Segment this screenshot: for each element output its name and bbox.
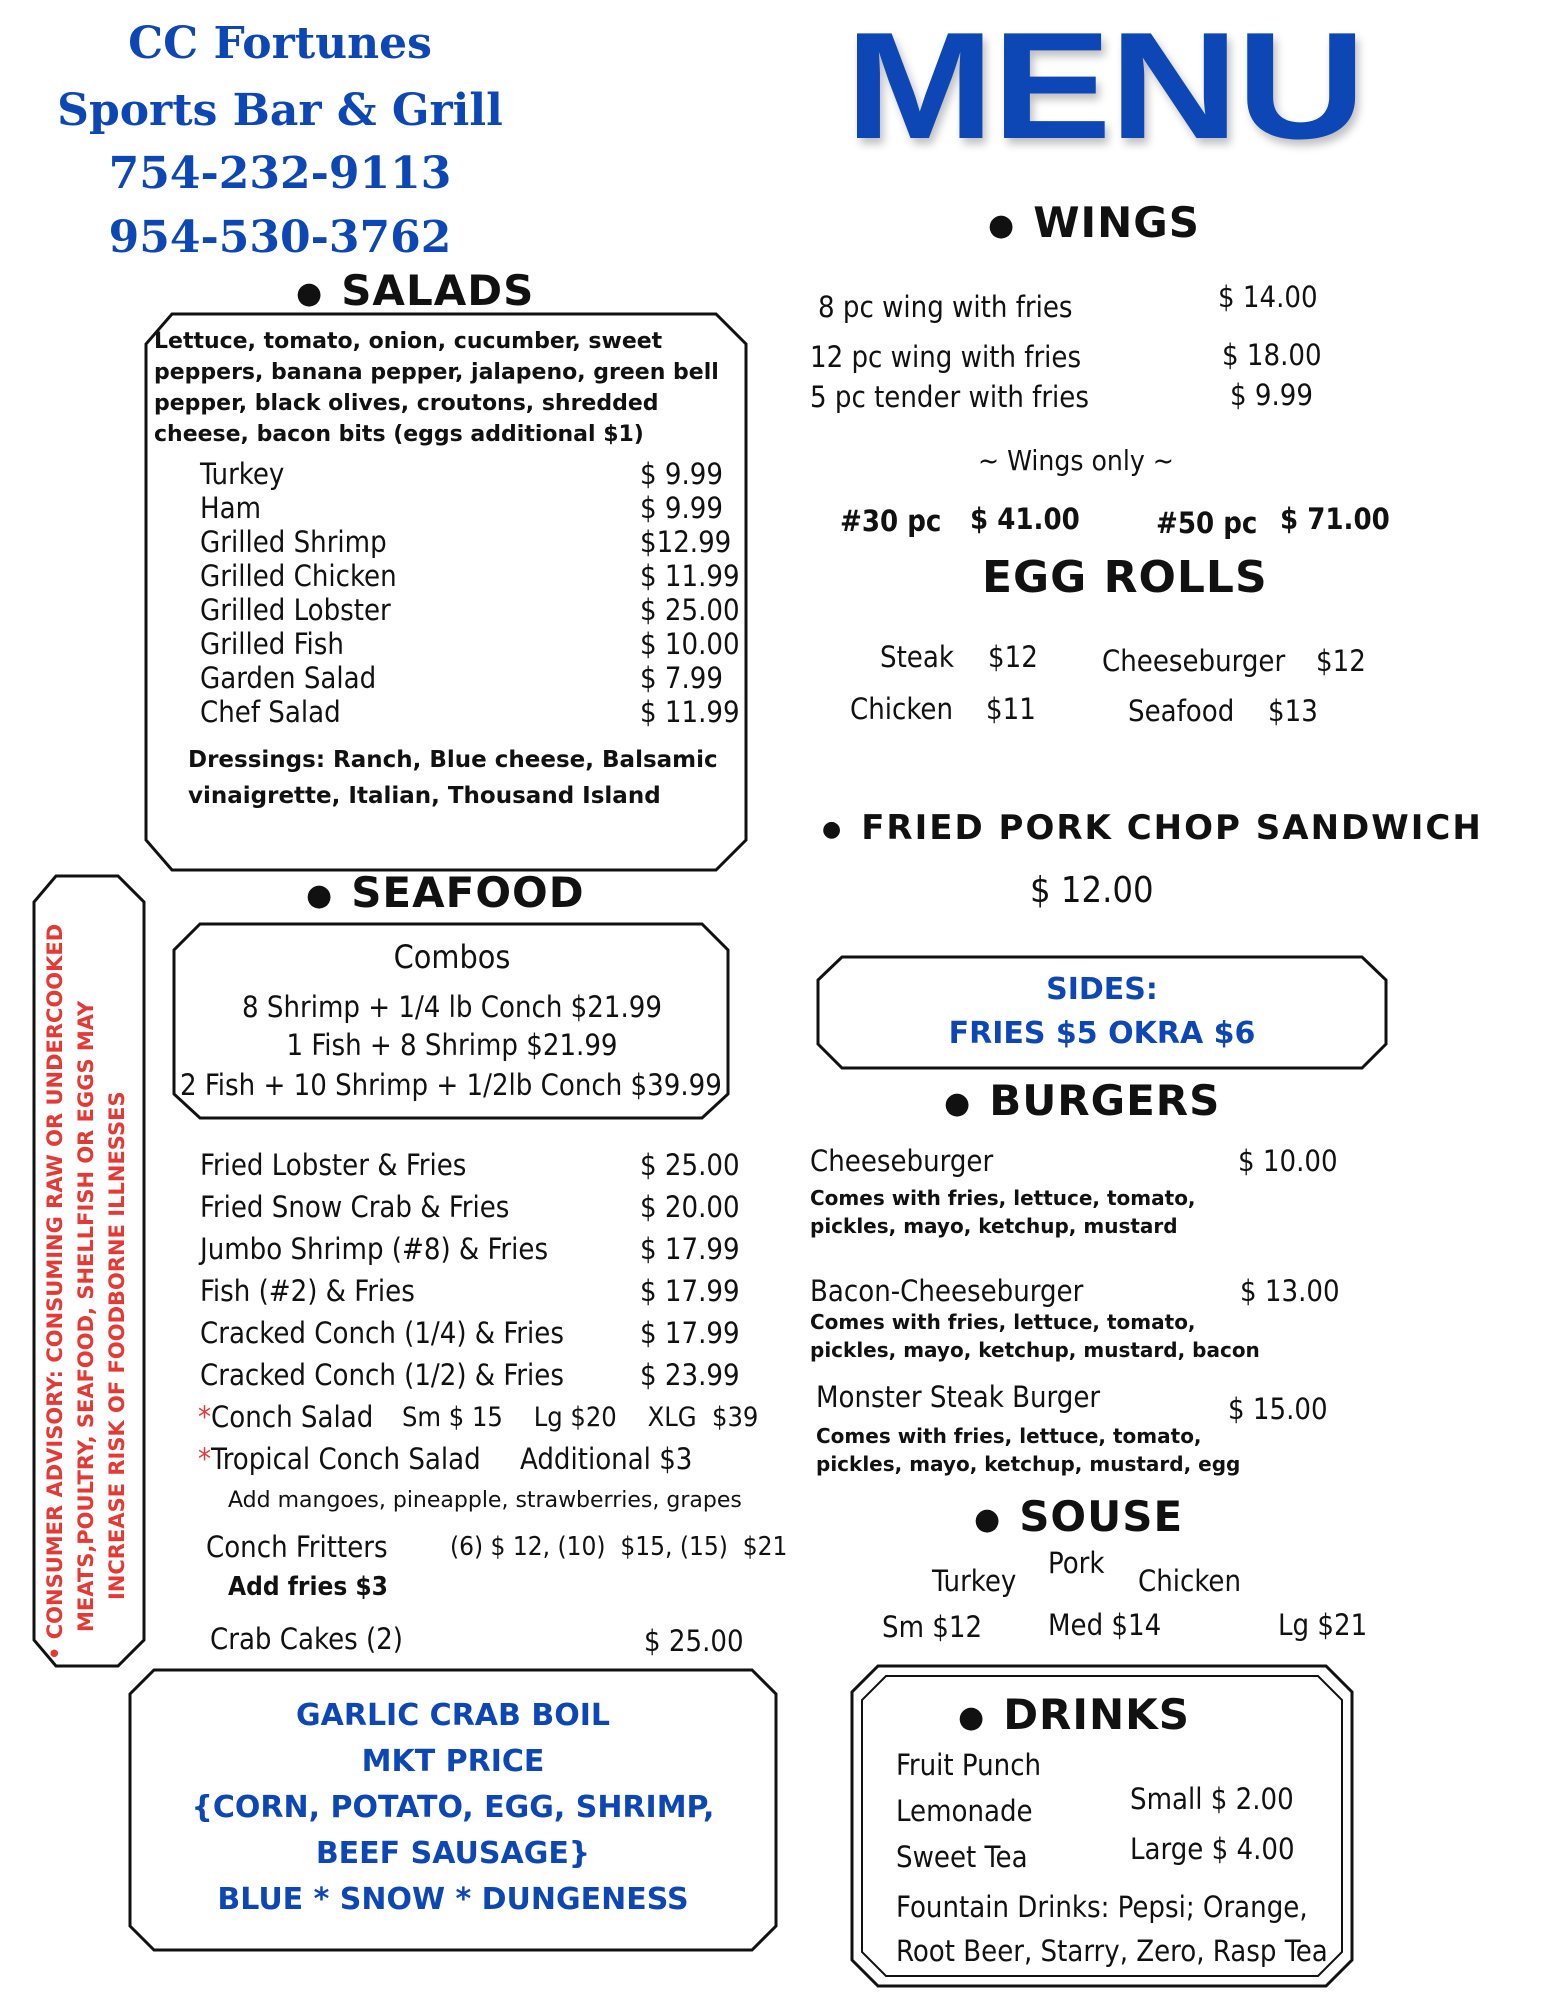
seafood-item-row	[200, 1358, 740, 1400]
salad-item-row	[200, 559, 740, 593]
pork-chop-title: FRIED PORK CHOP SANDWICH	[861, 808, 1483, 848]
salads-dressings: Dressings: Ranch, Blue cheese, Balsamic vinaigrette, Italian, Thousand Island	[188, 747, 718, 809]
seafood-item-price: $ 25.00	[640, 1148, 740, 1182]
souse-heading: ● SOUSE	[974, 1492, 1184, 1541]
seafood-title: SEAFOOD	[351, 868, 585, 917]
combos-title: Combos	[393, 938, 511, 976]
salad-item-price: $ 11.99	[640, 559, 740, 593]
advisory-bullet: •	[43, 1646, 67, 1660]
seafood-item-price: $ 23.99	[640, 1358, 740, 1392]
drink-fountain-2: Root Beer, Starry, Zero, Rasp Tea	[896, 1934, 1328, 1968]
burger-name-3: Monster Steak Burger	[816, 1380, 1101, 1414]
salad-item-name: Garden Salad	[200, 661, 377, 695]
salad-item-price: $12.99	[640, 525, 732, 559]
wings-30pc: #30 pc	[840, 504, 942, 538]
combo-2: 1 Fish + 8 Shrimp $21.99	[286, 1028, 618, 1062]
seafood-item-name: Jumbo Shrimp (#8) & Fries	[200, 1232, 549, 1266]
burger-desc-3b: pickles, mayo, ketchup, mustard, egg	[816, 1452, 1241, 1476]
seafood-item-name: Fried Snow Crab & Fries	[200, 1190, 510, 1224]
combo-1: 8 Shrimp + 1/4 lb Conch $21.99	[242, 990, 662, 1024]
advisory-line-3: INCREASE RISK OF FOODBORNE ILLNESSES	[105, 1091, 129, 1600]
conch-salad-label: Conch Salad	[211, 1400, 374, 1434]
crab-cakes: Crab Cakes (2)	[210, 1622, 403, 1656]
pork-chop-price: $ 12.00	[1030, 870, 1154, 911]
seafood-item-name: Fried Lobster & Fries	[200, 1148, 467, 1182]
seafood-item-row	[200, 1274, 740, 1316]
conch-salad-asterisk: *	[198, 1400, 212, 1434]
wing-price-1: $ 14.00	[1218, 280, 1318, 314]
drink-small-price: Small $ 2.00	[1130, 1782, 1294, 1816]
tropical-conch-salad	[198, 1442, 481, 1476]
salad-item-name: Turkey	[200, 457, 285, 491]
seafood-item-row	[200, 1232, 740, 1274]
burgers-heading: ● BURGERS	[944, 1076, 1221, 1125]
salad-item-name: Grilled Shrimp	[200, 525, 387, 559]
salad-item-name: Grilled Fish	[200, 627, 344, 661]
salad-item-name: Chef Salad	[200, 695, 341, 729]
egg-roll-steak-price: $12	[988, 640, 1038, 674]
conch-salad-prices: Sm $ 15 Lg $20 XLG $39	[402, 1402, 759, 1433]
burger-desc-2b: pickles, mayo, ketchup, mustard, bacon	[810, 1338, 1260, 1362]
burger-price-1: $ 10.00	[1238, 1144, 1338, 1178]
souse-large: Lg $21	[1278, 1608, 1368, 1642]
egg-roll-seafood-price: $13	[1268, 694, 1318, 728]
egg-roll-cheeseburger-price: $12	[1316, 644, 1366, 678]
burger-name-1: Cheeseburger	[810, 1144, 994, 1178]
seafood-item-row	[200, 1190, 740, 1232]
consumer-advisory	[40, 880, 133, 1660]
seafood-item-row	[200, 1316, 740, 1358]
souse-small: Sm $12	[882, 1610, 983, 1644]
sides-items: FRIES $5 OKRA $6	[948, 1016, 1256, 1051]
seafood-item-name: Cracked Conch (1/4) & Fries	[200, 1316, 564, 1350]
conch-salad	[198, 1400, 373, 1434]
wing-price-3: $ 9.99	[1230, 378, 1313, 412]
seafood-heading: ● SEAFOOD	[306, 868, 585, 917]
burger-price-2: $ 13.00	[1240, 1274, 1340, 1308]
seafood-item-price: $ 17.99	[640, 1316, 740, 1350]
seafood-list	[200, 1148, 740, 1400]
wings-only-label: ~ Wings only ~	[978, 444, 1174, 477]
seafood-item-price: $ 17.99	[640, 1274, 740, 1308]
wings-30pc-price: $ 41.00	[970, 502, 1080, 536]
egg-roll-cheeseburger: Cheeseburger	[1102, 644, 1286, 678]
menu-title: MENU	[845, 1, 1364, 171]
souse-title: SOUSE	[1019, 1492, 1184, 1541]
wings-title: WINGS	[1033, 198, 1201, 247]
salad-item-name: Grilled Lobster	[200, 593, 391, 627]
conch-fritters-prices: (6) $ 12, (10) $15, (15) $21	[450, 1532, 788, 1562]
egg-rolls-title: EGG ROLLS	[982, 552, 1268, 603]
salad-item-name: Ham	[200, 491, 262, 525]
souse-medium: Med $14	[1048, 1608, 1162, 1642]
drink-large-price: Large $ 4.00	[1130, 1832, 1295, 1866]
egg-roll-seafood: Seafood	[1128, 694, 1235, 728]
salad-item-row	[200, 525, 732, 559]
burger-desc-2a: Comes with fries, lettuce, tomato,	[810, 1310, 1196, 1334]
salads-list	[200, 457, 740, 729]
crab-boil-line-2: MKT PRICE	[361, 1744, 545, 1779]
phone-number-1[interactable]: 754-232-9113	[108, 148, 452, 199]
advisory-line-2: MEATS,POULTRY, SEAFOOD, SHELLFISH OR EGGS MAY	[74, 1000, 98, 1632]
tropical-asterisk: *	[198, 1442, 212, 1476]
drink-lemonade: Lemonade	[896, 1794, 1033, 1828]
egg-roll-chicken-price: $11	[986, 692, 1036, 726]
crab-boil-line-4: BEEF SAUSAGE}	[315, 1836, 591, 1871]
wings-heading: ● WINGS	[988, 198, 1201, 247]
egg-roll-steak: Steak	[880, 640, 954, 674]
salad-item-price: $ 7.99	[640, 661, 723, 695]
tropical-label: Tropical Conch Salad	[211, 1442, 481, 1476]
drink-sweet-tea: Sweet Tea	[896, 1840, 1028, 1874]
salad-item-price: $ 10.00	[640, 627, 740, 661]
salad-item-price: $ 25.00	[640, 593, 740, 627]
souse-chicken: Chicken	[1138, 1564, 1242, 1598]
salad-item-row	[200, 593, 740, 627]
souse-turkey: Turkey	[932, 1564, 1017, 1598]
salad-item-row	[200, 661, 723, 695]
wing-price-2: $ 18.00	[1222, 338, 1322, 372]
drinks-heading: ● DRINKS	[958, 1690, 1190, 1739]
salads-description: Lettuce, tomato, onion, cucumber, sweet peppers, banana pepper, jalapeno, green bell pepper, black olives, croutons, shredded cheese, bacon bits (eggs additional $1)	[154, 329, 719, 447]
burgers-title: BURGERS	[989, 1076, 1221, 1125]
salad-item-row	[200, 627, 740, 661]
seafood-item-row	[200, 1148, 740, 1190]
wing-item-3: 5 pc tender with fries	[810, 380, 1089, 414]
salad-item-row	[200, 695, 740, 729]
tropical-note: Add mangoes, pineapple, strawberries, grapes	[228, 1488, 742, 1513]
crab-boil-line-3: {CORN, POTATO, EGG, SHRIMP,	[191, 1790, 715, 1825]
drink-fruit-punch: Fruit Punch	[896, 1748, 1042, 1782]
burger-price-3: $ 15.00	[1228, 1392, 1328, 1426]
burger-desc-1a: Comes with fries, lettuce, tomato,	[810, 1186, 1196, 1210]
wing-item-1: 8 pc wing with fries	[818, 290, 1073, 324]
wings-50pc: #50 pc	[1156, 506, 1258, 540]
crab-boil-line-1: GARLIC CRAB BOIL	[296, 1698, 610, 1733]
salad-item-name: Grilled Chicken	[200, 559, 397, 593]
egg-roll-chicken: Chicken	[850, 692, 954, 726]
sides-title: SIDES:	[1046, 972, 1158, 1007]
burger-desc-3a: Comes with fries, lettuce, tomato,	[816, 1424, 1202, 1448]
advisory-line-1: CONSUMER ADVISORY: CONSUMING RAW OR UNDERCOOKED	[43, 923, 67, 1640]
seafood-item-name: Fish (#2) & Fries	[200, 1274, 415, 1308]
seafood-item-price: $ 20.00	[640, 1190, 740, 1224]
seafood-item-name: Cracked Conch (1/2) & Fries	[200, 1358, 564, 1392]
salad-item-price: $ 9.99	[640, 491, 723, 525]
burger-desc-1b: pickles, mayo, ketchup, mustard	[810, 1214, 1178, 1238]
drink-fountain-1: Fountain Drinks: Pepsi; Orange,	[896, 1890, 1308, 1924]
salad-item-row	[200, 457, 723, 491]
seafood-item-price: $ 17.99	[640, 1232, 740, 1266]
salad-item-row	[200, 491, 723, 525]
crab-cakes-price: $ 25.00	[644, 1624, 744, 1658]
salad-item-price: $ 11.99	[640, 695, 740, 729]
phone-number-2[interactable]: 954-530-3762	[108, 212, 452, 263]
drinks-title: DRINKS	[1003, 1690, 1190, 1739]
salads-title: SALADS	[341, 266, 535, 315]
tropical-price: Additional $3	[520, 1442, 693, 1476]
souse-pork: Pork	[1048, 1546, 1105, 1580]
pork-chop-heading: ● FRIED PORK CHOP SANDWICH	[822, 808, 1483, 848]
combo-3: 2 Fish + 10 Shrimp + 1/2lb Conch $39.99	[180, 1068, 722, 1102]
burger-name-2: Bacon-Cheeseburger	[810, 1274, 1084, 1308]
restaurant-name: CC Fortunes	[128, 18, 432, 69]
conch-fritters-note: Add fries $3	[228, 1572, 388, 1602]
restaurant-subtitle: Sports Bar & Grill	[57, 85, 503, 136]
salads-heading: ● SALADS	[296, 266, 535, 315]
conch-fritters: Conch Fritters	[206, 1530, 388, 1564]
salad-item-price: $ 9.99	[640, 457, 723, 491]
wings-50pc-price: $ 71.00	[1280, 502, 1390, 536]
wing-item-2: 12 pc wing with fries	[810, 340, 1082, 374]
crab-boil-line-5: BLUE * SNOW * DUNGENESS	[217, 1882, 689, 1917]
